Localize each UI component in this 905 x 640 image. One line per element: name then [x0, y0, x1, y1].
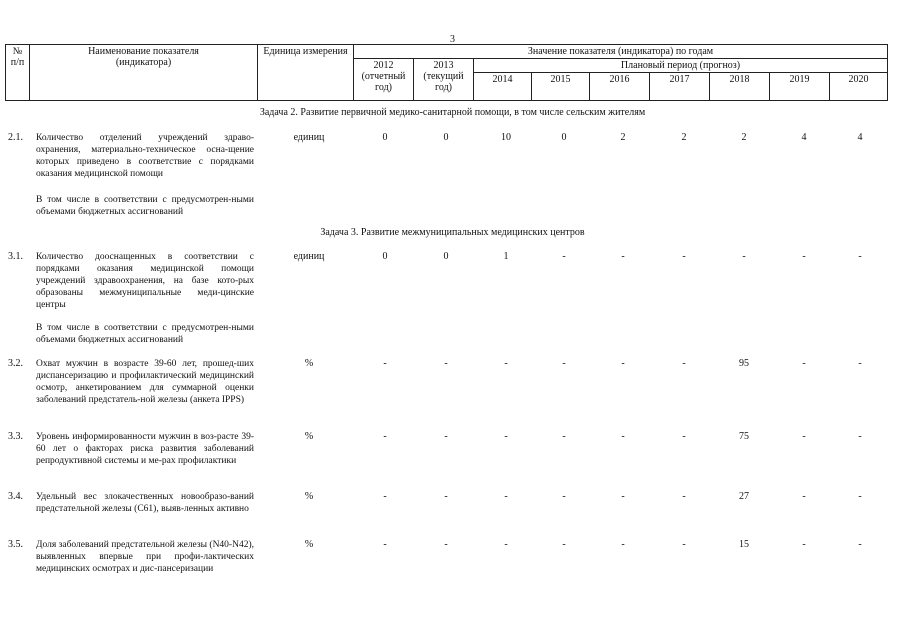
row-number: 3.5.: [8, 539, 23, 550]
row-name: Количество дооснащенных в соответствии с порядками оказания медицинской помощи учреждений здравоохранения, на базе кото-рых образованы межмуниципальные меди-цинские центры: [36, 252, 254, 310]
row-name: Доля заболеваний предстательной железы (N40-N42), выявленных впервые при профи-лактических медицинских осмотрах и дис-пансеризации: [36, 540, 254, 574]
row-value: -: [621, 491, 625, 502]
row-value: 95: [739, 358, 749, 369]
row-value: 2: [741, 132, 747, 143]
row-value: 27: [739, 491, 749, 502]
row-value: 0: [443, 251, 449, 262]
row-value: 15: [739, 539, 749, 550]
header-year: 2017: [650, 73, 710, 101]
row-unit: %: [304, 491, 314, 502]
row-value: -: [621, 539, 625, 550]
header-name: Наименование показателя (индикатора): [30, 45, 258, 101]
row-value: -: [682, 358, 686, 369]
header-planned: Плановый период (прогноз): [474, 59, 888, 73]
row-value: -: [858, 431, 862, 442]
row-value: -: [444, 358, 448, 369]
row-value: -: [621, 251, 625, 262]
header-values: Значение показателя (индикатора) по годам: [354, 45, 888, 59]
row-value: -: [562, 539, 566, 550]
row-value: 0: [561, 132, 567, 143]
row-value: 4: [857, 132, 863, 143]
row-number: 2.1.: [8, 132, 23, 143]
row-value: -: [802, 358, 806, 369]
row-value: 75: [739, 431, 749, 442]
row-value: -: [802, 539, 806, 550]
task2-heading: Задача 2. Развитие первичной медико-санитарной помощи, в том числе сельским жителям: [259, 107, 646, 118]
row-number: 3.3.: [8, 431, 23, 442]
row-subname: В том числе в соответствии с предусмотрен-ными объемами бюджетных ассигнований: [36, 195, 254, 217]
row-value: -: [621, 431, 625, 442]
row-value: -: [383, 358, 387, 369]
row-value: -: [562, 491, 566, 502]
header-year: 2020: [830, 73, 888, 101]
row-value: -: [802, 251, 806, 262]
header-2012: 2012 (отчетный год): [354, 59, 414, 101]
row-value: -: [858, 491, 862, 502]
row-value: -: [504, 358, 508, 369]
header-year: 2018: [710, 73, 770, 101]
row-value: 2: [620, 132, 626, 143]
row-value: -: [444, 491, 448, 502]
row-value: -: [802, 431, 806, 442]
header-num: № п/п: [6, 45, 30, 101]
row-value: -: [682, 431, 686, 442]
row-value: 10: [501, 132, 511, 143]
row-number: 3.4.: [8, 491, 23, 502]
row-number: 3.2.: [8, 358, 23, 369]
row-value: 2: [681, 132, 687, 143]
row-value: -: [858, 251, 862, 262]
row-value: -: [504, 491, 508, 502]
row-value: 0: [443, 132, 449, 143]
row-value: -: [504, 539, 508, 550]
row-value: -: [444, 539, 448, 550]
row-value: -: [802, 491, 806, 502]
row-value: 1: [503, 251, 509, 262]
header-year: 2016: [590, 73, 650, 101]
row-value: -: [562, 251, 566, 262]
row-value: -: [383, 539, 387, 550]
row-value: -: [682, 539, 686, 550]
row-value: -: [562, 358, 566, 369]
row-unit: единиц: [293, 132, 325, 143]
row-value: -: [562, 431, 566, 442]
header-year: 2019: [770, 73, 830, 101]
row-name: Охват мужчин в возрасте 39-60 лет, прошед-ших диспансеризацию и профилактический медицинский осмотр, анкетированием для суммарной оценки заболеваний предстатель-ной железы (анкета IPPS): [36, 359, 254, 405]
row-value: -: [504, 431, 508, 442]
task3-heading: Задача 3. Развитие межмуниципальных медицинских центров: [320, 227, 585, 238]
row-value: 0: [382, 251, 388, 262]
row-subname: В том числе в соответствии с предусмотрен-ными объемами бюджетных ассигнований: [36, 323, 254, 345]
row-name: Количество отделений учреждений здраво-охранения, материально-техническое осна-щение которых приведено в соответствие с порядками оказания медицинской помощи: [36, 133, 254, 179]
row-number: 3.1.: [8, 251, 23, 262]
row-name: Удельный вес злокачественных новообразо-ваний предстательной железы (С61), выяв-ленных активно: [36, 492, 254, 514]
header-table: [5, 44, 888, 101]
row-unit: единиц: [293, 251, 325, 262]
page-number: 3: [450, 34, 455, 45]
row-value: -: [682, 491, 686, 502]
header-year: 2014: [474, 73, 532, 101]
header-unit: Единица измерения: [258, 45, 354, 101]
row-value: 4: [801, 132, 807, 143]
row-value: -: [858, 539, 862, 550]
row-value: -: [621, 358, 625, 369]
row-value: -: [742, 251, 746, 262]
row-value: -: [858, 358, 862, 369]
row-unit: %: [304, 358, 314, 369]
row-value: -: [682, 251, 686, 262]
row-name: Уровень информированности мужчин в воз-расте 39-60 лет о факторах риска развития заболеваний репродуктивной системы и ме-рах профилактики: [36, 432, 254, 466]
row-value: 0: [382, 132, 388, 143]
row-value: -: [383, 431, 387, 442]
row-unit: %: [304, 431, 314, 442]
row-value: -: [444, 431, 448, 442]
row-unit: %: [304, 539, 314, 550]
header-year: 2015: [532, 73, 590, 101]
header-2013: 2013 (текущий год): [414, 59, 474, 101]
row-value: -: [383, 491, 387, 502]
